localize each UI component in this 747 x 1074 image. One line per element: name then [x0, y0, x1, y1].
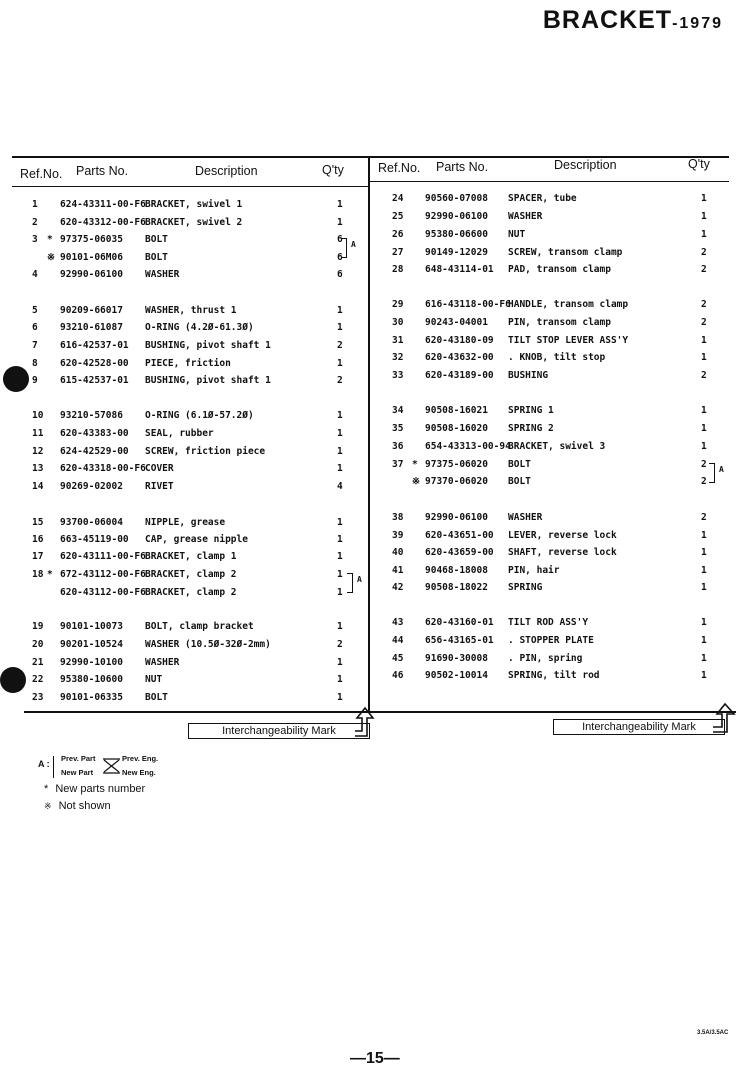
- interchangeability-label: Interchangeability Mark: [222, 725, 336, 737]
- part-description: HANDLE, transom clamp: [508, 299, 629, 310]
- part-quantity: 1: [337, 587, 343, 598]
- part-quantity: 2: [701, 459, 707, 470]
- page-number: —15—: [350, 1050, 400, 1067]
- part-number: 90508-16021: [425, 405, 488, 416]
- part-description: WASHER: [508, 512, 543, 523]
- part-number: 90269-02002: [60, 481, 123, 492]
- header-qty: Q'ty: [688, 157, 710, 171]
- part-description: RIVET: [145, 481, 174, 492]
- ref-number: 25: [392, 211, 404, 222]
- part-description: BUSHING, pivot shaft 1: [145, 340, 271, 351]
- ref-number: 20: [32, 639, 44, 650]
- ref-number: 23: [32, 692, 44, 703]
- part-number: 90101-06335: [60, 692, 123, 703]
- part-description: . STOPPER PLATE: [508, 635, 594, 646]
- part-number: 97375-06020: [425, 459, 488, 470]
- ref-number: 13: [32, 463, 44, 474]
- ref-number: 10: [32, 410, 44, 421]
- ref-number: 37: [392, 459, 404, 470]
- part-quantity: 2: [337, 639, 343, 650]
- part-quantity: 1: [337, 692, 343, 703]
- ref-number: 15: [32, 517, 44, 528]
- ref-number: 28: [392, 264, 404, 275]
- legend-not-shown-text: Not shown: [58, 800, 111, 812]
- part-description: SCREW, transom clamp: [508, 247, 623, 258]
- ref-number: 26: [392, 229, 404, 240]
- ref-number: 14: [32, 481, 44, 492]
- part-description: SCREW, friction piece: [145, 446, 266, 457]
- part-quantity: 1: [337, 551, 343, 562]
- part-number: 654-43313-00-94: [425, 441, 511, 452]
- ref-number: 46: [392, 670, 404, 681]
- header-parts-no: Parts No.: [76, 164, 129, 178]
- part-quantity: 2: [701, 476, 707, 487]
- part-number: 620-42528-00: [60, 358, 129, 369]
- part-number: 91690-30008: [425, 653, 488, 664]
- part-number: 620-43180-09: [425, 335, 494, 346]
- part-number: 620-43318-00-F6: [60, 463, 146, 474]
- part-number: 92990-06100: [60, 269, 123, 280]
- part-quantity: 1: [337, 199, 343, 210]
- part-quantity: 1: [337, 621, 343, 632]
- ref-number: 12: [32, 446, 44, 457]
- part-number: 648-43114-01: [425, 264, 494, 275]
- part-number: 93210-61087: [60, 322, 123, 333]
- part-description: BRACKET, clamp 2: [145, 587, 237, 598]
- interchange-bracket-18: [347, 573, 353, 593]
- part-quantity: 2: [701, 264, 707, 275]
- ref-number: 8: [32, 358, 38, 369]
- part-quantity: 2: [701, 247, 707, 258]
- ref-number: 6: [32, 322, 38, 333]
- legend-new-parts-mark: *: [44, 783, 49, 795]
- part-number: 620-43112-00-F6: [60, 587, 146, 598]
- part-quantity: 2: [337, 375, 343, 386]
- part-description: BOLT: [145, 692, 168, 703]
- part-quantity: 6: [337, 252, 343, 263]
- ref-number: 2: [32, 217, 38, 228]
- part-description: PIN, transom clamp: [508, 317, 611, 328]
- ref-number: 42: [392, 582, 404, 593]
- part-number: 616-43118-00-F6: [425, 299, 511, 310]
- part-description: NIPPLE, grease: [145, 517, 226, 528]
- part-quantity: 6: [337, 234, 343, 245]
- part-number: 90243-04001: [425, 317, 488, 328]
- part-quantity: 1: [701, 335, 707, 346]
- part-description: WASHER, thrust 1: [145, 305, 237, 316]
- part-description: BOLT: [508, 476, 531, 487]
- interchange-letter: A: [719, 465, 724, 474]
- ref-number: 35: [392, 423, 404, 434]
- part-number: 92990-10100: [60, 657, 123, 668]
- interchange-letter: A: [357, 575, 362, 584]
- part-number: 672-43112-00-F6: [60, 569, 146, 580]
- legend-not-shown-mark: ※: [44, 801, 52, 811]
- part-description: BUSHING: [508, 370, 549, 381]
- part-quantity: 2: [701, 299, 707, 310]
- part-description: O-RING (4.2Ø-61.3Ø): [145, 322, 254, 333]
- part-description: TILT STOP LEVER ASS'Y: [508, 335, 629, 346]
- part-description: PIN, hair: [508, 565, 560, 576]
- left-header-rule: [12, 186, 368, 187]
- header-ref-no: Ref.No.: [378, 161, 421, 175]
- part-quantity: 1: [337, 305, 343, 316]
- part-number: 93700-06004: [60, 517, 123, 528]
- part-description: BUSHING, pivot shaft 1: [145, 375, 271, 386]
- part-number: 663-45119-00: [60, 534, 129, 545]
- part-description: SHAFT, reverse lock: [508, 547, 617, 558]
- part-quantity: 1: [701, 653, 707, 664]
- part-description: SPACER, tube: [508, 193, 577, 204]
- ref-number: 11: [32, 428, 44, 439]
- row-mark: ※: [47, 252, 55, 263]
- part-number: 97375-06035: [60, 234, 123, 245]
- legend-a-label: A :: [38, 759, 50, 769]
- part-description: CAP, grease nipple: [145, 534, 248, 545]
- ref-number: 7: [32, 340, 38, 351]
- part-number: 620-43160-01: [425, 617, 494, 628]
- part-quantity: 1: [701, 193, 707, 204]
- part-number: 620-43651-00: [425, 530, 494, 541]
- ref-number: 34: [392, 405, 404, 416]
- part-description: SPRING: [508, 582, 543, 593]
- part-number: 90502-10014: [425, 670, 488, 681]
- part-description: BRACKET, swivel 2: [145, 217, 243, 228]
- part-number: 620-43111-00-F6: [60, 551, 146, 562]
- part-description: COVER: [145, 463, 174, 474]
- ref-number: 31: [392, 335, 404, 346]
- part-quantity: 1: [337, 428, 343, 439]
- part-quantity: 1: [337, 534, 343, 545]
- part-number: 90209-66017: [60, 305, 123, 316]
- part-description: BRACKET, swivel 1: [145, 199, 243, 210]
- part-quantity: 2: [701, 370, 707, 381]
- part-quantity: 1: [337, 517, 343, 528]
- ref-number: 44: [392, 635, 404, 646]
- part-description: PIECE, friction: [145, 358, 231, 369]
- part-quantity: 2: [701, 512, 707, 523]
- ref-number: 22: [32, 674, 44, 685]
- ref-number: 16: [32, 534, 44, 545]
- part-quantity: 1: [701, 530, 707, 541]
- part-description: WASHER: [145, 657, 180, 668]
- title-text: BRACKET: [542, 6, 673, 34]
- right-header-rule: [370, 181, 729, 182]
- part-description: BRACKET, clamp 2: [145, 569, 237, 580]
- part-description: SEAL, rubber: [145, 428, 214, 439]
- part-number: 90149-12029: [425, 247, 488, 258]
- part-description: PAD, transom clamp: [508, 264, 611, 275]
- part-number: 90201-10524: [60, 639, 123, 650]
- part-number: 90508-18022: [425, 582, 488, 593]
- legend-new-eng: New Eng.: [122, 768, 156, 777]
- ref-number: 19: [32, 621, 44, 632]
- ref-number: 17: [32, 551, 44, 562]
- interchange-arrow-icon: [352, 706, 378, 740]
- part-quantity: 1: [337, 322, 343, 333]
- ref-number: 41: [392, 565, 404, 576]
- part-number: 90508-16020: [425, 423, 488, 434]
- part-number: 90101-10073: [60, 621, 123, 632]
- part-quantity: 1: [701, 670, 707, 681]
- legend-prev-eng: Prev. Eng.: [122, 754, 159, 763]
- ref-number: 29: [392, 299, 404, 310]
- interchange-letter: A: [351, 240, 356, 249]
- part-description: BOLT: [508, 459, 531, 470]
- ref-number: 18: [32, 569, 44, 580]
- header-qty: Q'ty: [322, 163, 344, 177]
- part-number: 93210-57086: [60, 410, 123, 421]
- part-quantity: 1: [701, 229, 707, 240]
- interchange-bracket-3: [341, 238, 347, 258]
- part-description: WASHER: [145, 269, 180, 280]
- row-mark: *: [47, 234, 53, 245]
- part-quantity: 1: [337, 410, 343, 421]
- part-number: 92990-06100: [425, 512, 488, 523]
- part-description: BRACKET, clamp 1: [145, 551, 237, 562]
- row-mark: ※: [412, 476, 420, 487]
- part-number: 656-43165-01: [425, 635, 494, 646]
- part-number: 624-43311-00-F6: [60, 199, 146, 210]
- ref-number: 33: [392, 370, 404, 381]
- header-parts-no: Parts No.: [436, 160, 489, 174]
- part-number: 90468-18008: [425, 565, 488, 576]
- part-quantity: 1: [701, 582, 707, 593]
- punch-hole-mark: [3, 366, 29, 392]
- ref-number: 36: [392, 441, 404, 452]
- part-number: 92990-06100: [425, 211, 488, 222]
- part-description: SPRING 2: [508, 423, 554, 434]
- part-number: 616-42537-01: [60, 340, 129, 351]
- cross-arrows-icon: [102, 756, 122, 776]
- ref-number: 45: [392, 653, 404, 664]
- ref-number: 21: [32, 657, 44, 668]
- legend-prev-part: Prev. Part: [61, 754, 96, 763]
- interchange-bracket-37: [709, 463, 715, 483]
- part-quantity: 2: [701, 317, 707, 328]
- part-number: 624-42529-00: [60, 446, 129, 457]
- ref-number: 5: [32, 305, 38, 316]
- ref-number: 30: [392, 317, 404, 328]
- ref-number: 24: [392, 193, 404, 204]
- part-number: 97370-06020: [425, 476, 488, 487]
- part-number: 620-43383-00: [60, 428, 129, 439]
- part-quantity: 2: [337, 340, 343, 351]
- part-quantity: 1: [701, 211, 707, 222]
- ref-number: 32: [392, 352, 404, 363]
- part-quantity: 1: [337, 358, 343, 369]
- legend-new-part: New Part: [61, 768, 94, 777]
- part-quantity: 4: [337, 481, 343, 492]
- part-description: BOLT: [145, 234, 168, 245]
- part-number: 95380-06600: [425, 229, 488, 240]
- ref-number: 1: [32, 199, 38, 210]
- part-number: 620-43189-00: [425, 370, 494, 381]
- header-ref-no: Ref.No.: [20, 167, 63, 181]
- part-number: 620-43632-00: [425, 352, 494, 363]
- part-description: NUT: [145, 674, 163, 685]
- part-description: O-RING (6.1Ø-57.2Ø): [145, 410, 254, 421]
- interchangeability-mark-right: [553, 719, 725, 735]
- legend-divider: [53, 756, 54, 778]
- part-quantity: 1: [701, 547, 707, 558]
- legend-not-shown: [44, 800, 111, 812]
- interchangeability-mark-left: [188, 723, 370, 739]
- legend-new-parts: [44, 783, 145, 795]
- part-description: SPRING 1: [508, 405, 554, 416]
- part-description: SPRING, tilt rod: [508, 670, 600, 681]
- part-quantity: 1: [701, 405, 707, 416]
- ref-number: 4: [32, 269, 38, 280]
- part-number: 615-42537-01: [60, 375, 129, 386]
- part-number: 95380-10600: [60, 674, 123, 685]
- header-description: Description: [554, 158, 617, 172]
- ref-number: 43: [392, 617, 404, 628]
- part-quantity: 1: [337, 674, 343, 685]
- part-quantity: 1: [701, 441, 707, 452]
- model-code: 3.5A/3.5AC: [697, 1030, 729, 1036]
- table-center-divider: [368, 156, 370, 712]
- part-description: TILT ROD ASS'Y: [508, 617, 589, 628]
- part-number: 620-43312-00-F6: [60, 217, 146, 228]
- row-mark: *: [412, 459, 418, 470]
- row-mark: *: [47, 569, 53, 580]
- ref-number: 9: [32, 375, 38, 386]
- part-description: NUT: [508, 229, 526, 240]
- legend-new-parts-text: New parts number: [55, 783, 146, 795]
- part-quantity: 1: [337, 217, 343, 228]
- part-description: BRACKET, swivel 3: [508, 441, 606, 452]
- table-top-rule: [12, 156, 729, 158]
- interchangeability-label: Interchangeability Mark: [582, 721, 696, 733]
- ref-number: 3: [32, 234, 38, 245]
- part-description: WASHER (10.5Ø-32Ø-2mm): [145, 639, 271, 650]
- part-number: 90101-06M06: [60, 252, 123, 263]
- part-description: BOLT, clamp bracket: [145, 621, 254, 632]
- part-quantity: 1: [701, 423, 707, 434]
- part-quantity: 1: [337, 463, 343, 474]
- part-quantity: 6: [337, 269, 343, 280]
- ref-number: 39: [392, 530, 404, 541]
- title-year: -1979: [672, 15, 723, 32]
- part-quantity: 1: [337, 446, 343, 457]
- part-quantity: 1: [701, 617, 707, 628]
- ref-number: 38: [392, 512, 404, 523]
- part-description: LEVER, reverse lock: [508, 530, 617, 541]
- interchange-arrow-icon: [710, 702, 742, 736]
- part-description: WASHER: [508, 211, 543, 222]
- ref-number: 40: [392, 547, 404, 558]
- part-quantity: 1: [337, 569, 343, 580]
- ref-number: 27: [392, 247, 404, 258]
- part-number: 620-43659-00: [425, 547, 494, 558]
- part-number: 90560-07008: [425, 193, 488, 204]
- part-quantity: 1: [701, 565, 707, 576]
- part-quantity: 1: [701, 352, 707, 363]
- table-bottom-rule: [24, 711, 736, 713]
- header-description: Description: [195, 164, 258, 178]
- part-description: . PIN, spring: [508, 653, 583, 664]
- part-description: . KNOB, tilt stop: [508, 352, 606, 363]
- part-description: BOLT: [145, 252, 168, 263]
- punch-hole-mark: [0, 667, 26, 693]
- page-title: [543, 6, 723, 35]
- part-quantity: 1: [337, 657, 343, 668]
- part-quantity: 1: [701, 635, 707, 646]
